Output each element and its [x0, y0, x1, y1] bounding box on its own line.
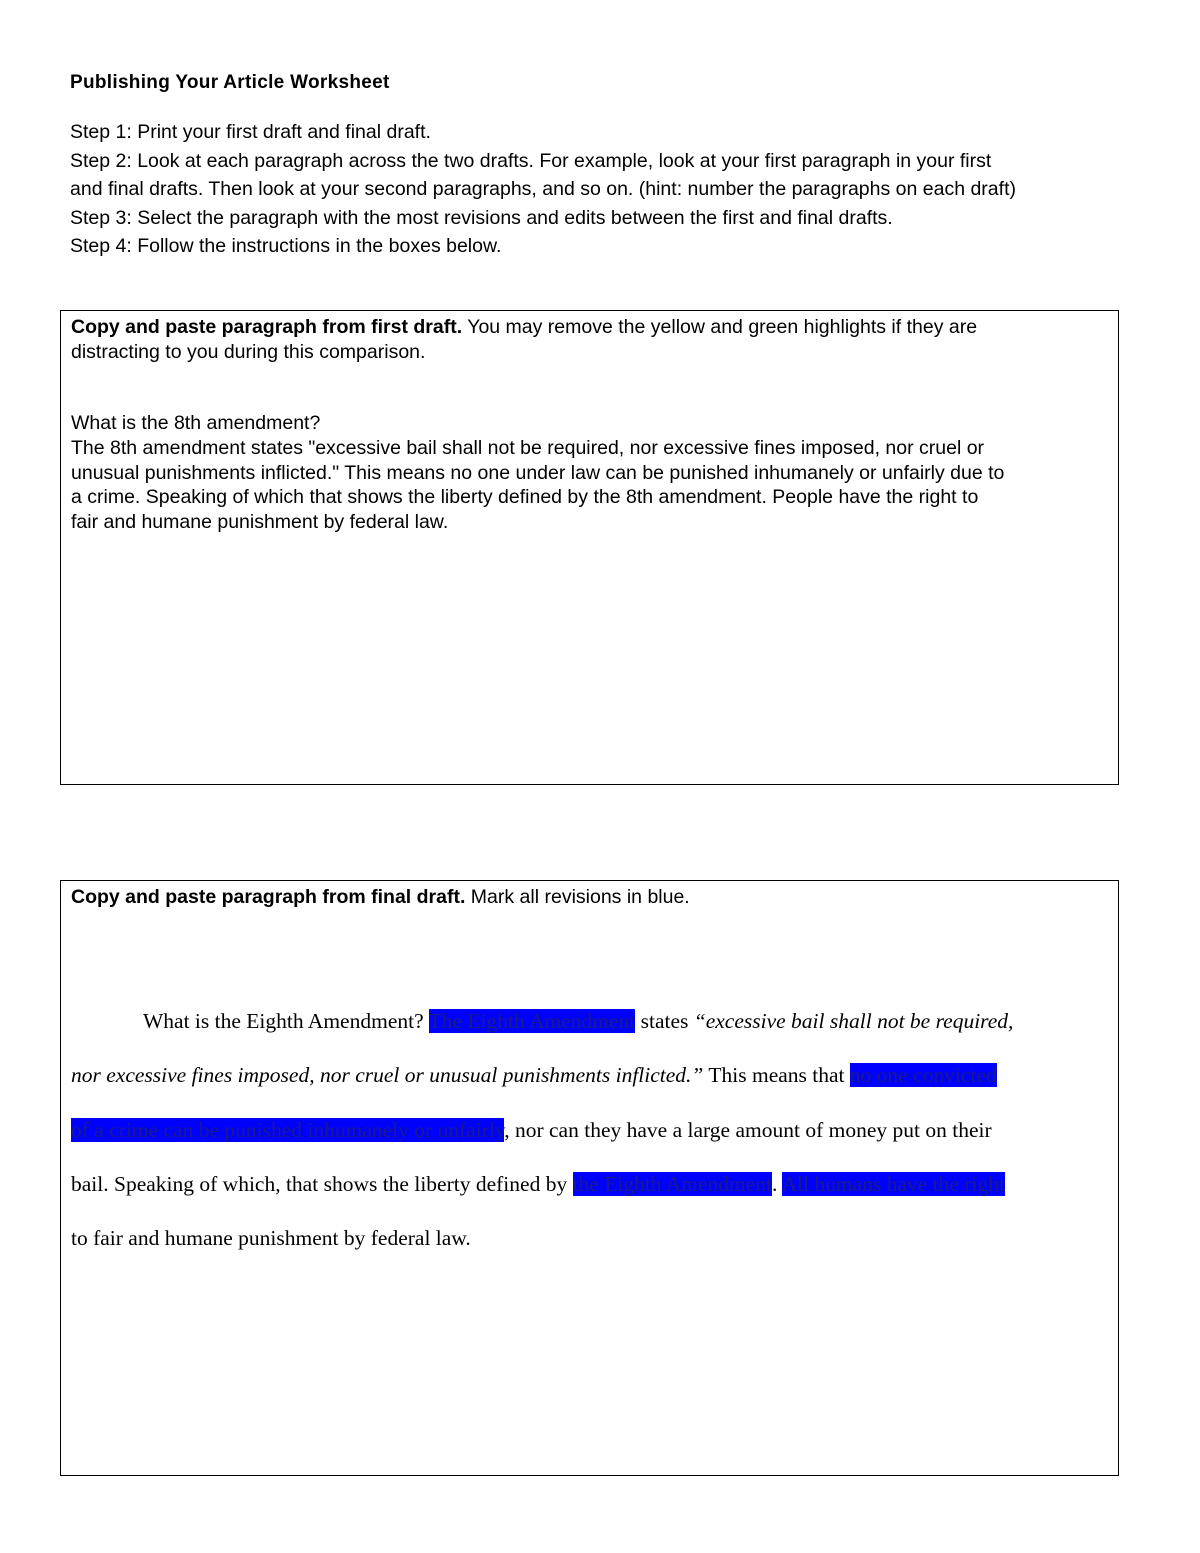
final-text: states [635, 1009, 694, 1033]
first-draft-line: unusual punishments inflicted." This means no one under law can be punished inhumanely or unfairly due to [71, 461, 1005, 484]
final-quote: “excessive bail shall not be required, [693, 1009, 1014, 1033]
revision-highlight: of a crime can be punished inhumanely or unfairly [71, 1117, 505, 1142]
first-draft-line: a crime. Speaking of which that shows the liberty defined by the 8th amendment. People have the right to [71, 486, 979, 509]
step-4: Step 4: Follow the instructions in the boxes below. [70, 235, 502, 258]
first-draft-line: The 8th amendment states "excessive bail shall not be required, nor excessive fines imposed, nor cruel or [71, 436, 985, 459]
final-text: What is the Eighth Amendment? [143, 1009, 429, 1033]
first-draft-line: What is the 8th amendment? [71, 412, 321, 434]
final-line-5: to fair and humane punishment by federal law. [71, 1226, 471, 1251]
first-draft-box[interactable] [60, 310, 1119, 785]
first-draft-paragraph [71, 411, 1116, 535]
first-draft-heading-rest: You may remove the yellow and green highlights if they are [462, 316, 978, 338]
revision-highlight: no one convicted [849, 1063, 997, 1088]
first-draft-heading [71, 315, 1101, 365]
step-2: Step 2: Look at each paragraph across the two drafts. For example, look at your first paragraph in your first [70, 149, 992, 172]
final-draft-heading-rest: Mark all revisions in blue. [465, 886, 690, 908]
final-line-4 [71, 1157, 1116, 1211]
final-line-3 [71, 1103, 1116, 1157]
final-text: This means that [703, 1063, 850, 1088]
final-draft-box[interactable] [60, 880, 1119, 1476]
final-text: bail. Speaking of which, that shows the liberty defined by [71, 1171, 573, 1196]
revision-highlight: The Eighth Amendment [428, 1009, 636, 1033]
page-title: Publishing Your Article Worksheet [70, 72, 390, 93]
final-draft-paragraph [71, 994, 1116, 1265]
first-draft-heading-line2: distracting to you during this comparison. [71, 341, 426, 363]
final-draft-heading-bold: Copy and paste paragraph from final draft. [71, 886, 466, 908]
revision-highlight: the Eighth Amendment [572, 1171, 773, 1196]
steps-list [70, 118, 1140, 261]
final-quote: nor excessive fines imposed, nor cruel or unusual punishments inflicted.” [71, 1063, 704, 1088]
revision-highlight: All humans have the right [781, 1171, 1005, 1196]
final-draft-heading [71, 885, 1101, 910]
step-2-continued: and final drafts. Then look at your second paragraphs, and so on. (hint: number the paragraphs on each draft) [70, 178, 1016, 201]
first-draft-heading-bold: Copy and paste paragraph from first draft. [71, 316, 463, 338]
final-line-2 [71, 1048, 1116, 1102]
final-text: . [772, 1171, 782, 1196]
step-3: Step 3: Select the paragraph with the most revisions and edits between the first and final drafts. [70, 206, 893, 229]
final-line-1 [71, 994, 1116, 1048]
first-draft-line: fair and humane punishment by federal law. [71, 511, 449, 534]
final-text: , nor can they have a large amount of money put on their [504, 1117, 992, 1142]
step-1: Step 1: Print your first draft and final draft. [70, 121, 431, 143]
